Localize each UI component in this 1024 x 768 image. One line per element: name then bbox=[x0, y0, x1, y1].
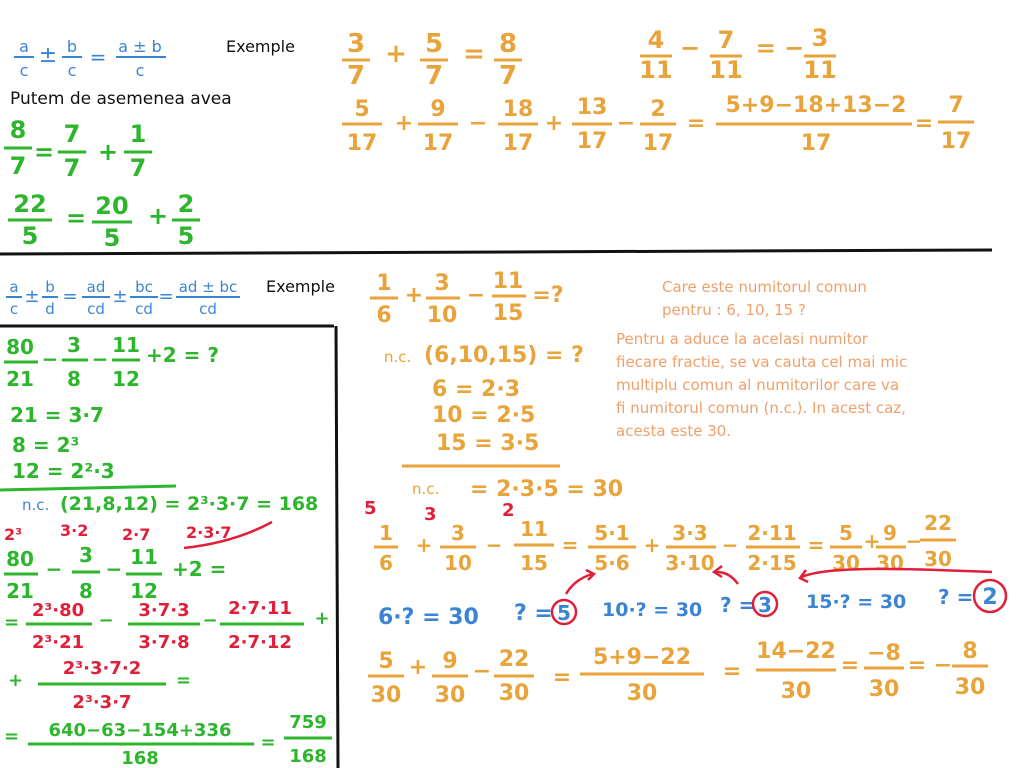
svg-text:+: + bbox=[643, 533, 661, 557]
svg-text:+2 = ?: +2 = ? bbox=[146, 343, 219, 367]
svg-text:21: 21 bbox=[6, 579, 34, 603]
svg-text:15 = 3·5: 15 = 3·5 bbox=[436, 431, 540, 456]
example-22-over-5 bbox=[8, 190, 200, 252]
svg-text:30: 30 bbox=[626, 681, 658, 706]
example-4-11-minus-7-11 bbox=[639, 24, 836, 84]
svg-text:3: 3 bbox=[811, 24, 829, 52]
svg-text:2³·80: 2³·80 bbox=[31, 600, 85, 621]
exemple-label-2: Exemple bbox=[266, 277, 335, 296]
svg-text:=: = bbox=[89, 45, 107, 69]
svg-text:759: 759 bbox=[289, 712, 327, 733]
svg-text:10·? = 30: 10·? = 30 bbox=[602, 599, 703, 621]
horizontal-divider bbox=[0, 250, 992, 254]
svg-text:=: = bbox=[158, 286, 174, 307]
svg-text:=: = bbox=[4, 612, 20, 633]
svg-text:22: 22 bbox=[13, 190, 47, 218]
svg-text:8: 8 bbox=[67, 367, 81, 391]
svg-text:3: 3 bbox=[67, 333, 81, 357]
svg-text:5: 5 bbox=[378, 649, 394, 674]
svg-text:2: 2 bbox=[982, 585, 998, 610]
svg-text:n.c.: n.c. bbox=[412, 480, 440, 498]
example-1-6-plus-3-10 bbox=[370, 269, 564, 328]
svg-text:1: 1 bbox=[379, 521, 393, 545]
svg-text:2: 2 bbox=[650, 97, 666, 122]
amplification-factors-left bbox=[4, 521, 272, 548]
svg-text:3·3: 3·3 bbox=[672, 521, 708, 545]
svg-text:=: = bbox=[463, 39, 485, 69]
svg-text:−: − bbox=[721, 533, 739, 557]
svg-text:30: 30 bbox=[876, 551, 904, 575]
svg-text:1: 1 bbox=[376, 271, 392, 296]
svg-text:3·2: 3·2 bbox=[60, 521, 89, 540]
svg-text:2·7: 2·7 bbox=[122, 525, 151, 544]
svg-text:c: c bbox=[9, 300, 19, 318]
problem-80-21 bbox=[4, 333, 219, 391]
svg-text:15: 15 bbox=[492, 301, 524, 326]
svg-text:? =: ? = bbox=[938, 585, 974, 609]
svg-text:a ± b: a ± b bbox=[118, 37, 162, 56]
working-amplified bbox=[374, 511, 956, 575]
svg-text:3: 3 bbox=[434, 271, 450, 296]
svg-text:Pentru a aduce la acelasi numi: Pentru a aduce la acelasi numitor bbox=[616, 330, 868, 348]
svg-text:2·11: 2·11 bbox=[747, 521, 797, 545]
svg-text:8: 8 bbox=[79, 579, 93, 603]
final-calculation bbox=[368, 639, 988, 708]
svg-text:−: − bbox=[98, 610, 114, 631]
svg-text:−: − bbox=[41, 347, 59, 371]
svg-text:−: − bbox=[466, 283, 486, 308]
svg-text:3: 3 bbox=[424, 504, 437, 525]
svg-text:ad: ad bbox=[86, 278, 106, 296]
svg-text:17: 17 bbox=[576, 129, 608, 154]
svg-text:a: a bbox=[19, 37, 29, 56]
svg-text:30: 30 bbox=[434, 683, 466, 708]
svg-text:±: ± bbox=[24, 286, 40, 307]
svg-text:(21,8,12) = 2³·3·7 = 168: (21,8,12) = 2³·3·7 = 168 bbox=[60, 493, 319, 515]
svg-text:3: 3 bbox=[758, 593, 772, 617]
svg-text:8: 8 bbox=[498, 29, 518, 59]
svg-text:c: c bbox=[67, 61, 77, 80]
svg-text:+: + bbox=[404, 283, 424, 308]
svg-text:2³·3·7: 2³·3·7 bbox=[72, 692, 132, 713]
svg-text:5: 5 bbox=[103, 224, 121, 252]
svg-text:15: 15 bbox=[520, 551, 548, 575]
svg-text:−: − bbox=[485, 533, 503, 557]
svg-text:2³·21: 2³·21 bbox=[31, 632, 85, 653]
svg-text:−8: −8 bbox=[867, 641, 901, 666]
svg-text:5: 5 bbox=[364, 498, 377, 519]
svg-text:168: 168 bbox=[289, 746, 327, 767]
svg-text:640−63−154+336: 640−63−154+336 bbox=[48, 720, 232, 741]
svg-text:−: − bbox=[202, 610, 218, 631]
svg-text:10: 10 bbox=[444, 551, 472, 575]
svg-text:=?: =? bbox=[532, 283, 564, 308]
svg-text:bc: bc bbox=[135, 278, 153, 296]
svg-text:17: 17 bbox=[800, 131, 832, 156]
svg-text:cd: cd bbox=[199, 300, 217, 318]
svg-text:13: 13 bbox=[576, 95, 608, 120]
amplified-step-2 bbox=[8, 658, 191, 713]
svg-text:7: 7 bbox=[424, 61, 444, 91]
svg-text:10 = 2·5: 10 = 2·5 bbox=[432, 403, 536, 428]
svg-text:11: 11 bbox=[492, 269, 524, 294]
svg-text:Care este numitorul comun: Care este numitorul comun bbox=[662, 278, 867, 296]
svg-text:22: 22 bbox=[924, 511, 952, 535]
svg-text:±: ± bbox=[112, 286, 128, 307]
svg-text:11: 11 bbox=[112, 333, 140, 357]
svg-text:±: ± bbox=[38, 43, 58, 68]
svg-text:11: 11 bbox=[520, 517, 548, 541]
svg-text:7: 7 bbox=[129, 154, 147, 182]
svg-text:7: 7 bbox=[9, 152, 27, 180]
svg-text:5·1: 5·1 bbox=[594, 521, 630, 545]
final-left bbox=[4, 712, 332, 768]
svg-text:−: − bbox=[679, 34, 701, 62]
svg-text:multiplu comun al numitorilor: multiplu comun al numitorilor care va bbox=[616, 376, 900, 394]
svg-text:30: 30 bbox=[370, 683, 402, 708]
svg-text:9: 9 bbox=[430, 97, 446, 122]
svg-text:3·10: 3·10 bbox=[665, 551, 715, 575]
svg-text:7: 7 bbox=[63, 154, 81, 182]
svg-text:=: = bbox=[260, 732, 276, 753]
svg-text:17: 17 bbox=[422, 131, 454, 156]
svg-text:=: = bbox=[4, 726, 20, 747]
svg-text:17: 17 bbox=[502, 131, 534, 156]
svg-text:80: 80 bbox=[6, 335, 34, 359]
svg-text:pentru : 6, 10, 15 ?: pentru : 6, 10, 15 ? bbox=[662, 301, 806, 319]
factorizations bbox=[0, 403, 176, 490]
svg-text:−: − bbox=[468, 111, 488, 136]
svg-text:1: 1 bbox=[129, 120, 147, 148]
left-box-right-border bbox=[336, 326, 338, 768]
svg-text:5: 5 bbox=[557, 601, 571, 625]
svg-text:10: 10 bbox=[426, 303, 458, 328]
svg-text:d: d bbox=[45, 300, 55, 318]
svg-text:+: + bbox=[408, 655, 428, 680]
svg-text:= 2·3·5 = 30: = 2·3·5 = 30 bbox=[470, 477, 624, 502]
svg-text:a: a bbox=[9, 278, 19, 296]
svg-text:5: 5 bbox=[177, 222, 195, 250]
rule-different-denominator bbox=[6, 278, 240, 318]
svg-text:80: 80 bbox=[6, 547, 34, 571]
svg-text:=: = bbox=[686, 111, 706, 136]
svg-text:+2 =: +2 = bbox=[172, 557, 227, 581]
svg-text:3: 3 bbox=[451, 521, 465, 545]
svg-text:5: 5 bbox=[21, 222, 39, 250]
svg-text:7: 7 bbox=[498, 61, 518, 91]
example-3-7-plus-5-7 bbox=[342, 29, 522, 91]
svg-text:30: 30 bbox=[832, 551, 860, 575]
svg-text:7: 7 bbox=[948, 93, 964, 118]
svg-text:22: 22 bbox=[498, 647, 530, 672]
svg-text:=: = bbox=[65, 204, 87, 232]
svg-text:+: + bbox=[147, 202, 169, 230]
svg-text:2³·3·7·2: 2³·3·7·2 bbox=[62, 658, 142, 679]
svg-text:−: − bbox=[91, 347, 109, 371]
svg-text:12: 12 bbox=[112, 367, 140, 391]
svg-text:17: 17 bbox=[642, 131, 674, 156]
amplified-step bbox=[4, 598, 330, 653]
svg-text:2: 2 bbox=[177, 190, 195, 218]
svg-text:+: + bbox=[415, 533, 433, 557]
svg-text:5: 5 bbox=[424, 29, 444, 59]
svg-text:= −: = − bbox=[907, 653, 953, 678]
svg-text:5: 5 bbox=[354, 97, 370, 122]
svg-text:=: = bbox=[840, 653, 860, 678]
svg-text:n.c.: n.c. bbox=[384, 348, 412, 366]
svg-text:c: c bbox=[135, 61, 145, 80]
svg-text:=: = bbox=[722, 659, 742, 684]
svg-text:9: 9 bbox=[883, 521, 897, 545]
svg-text:2·7·11: 2·7·11 bbox=[228, 598, 292, 619]
svg-text:+: + bbox=[544, 111, 564, 136]
svg-text:30: 30 bbox=[924, 547, 952, 571]
svg-text:? =: ? = bbox=[514, 601, 553, 626]
svg-text:8 = 2³: 8 = 2³ bbox=[12, 433, 80, 457]
svg-text:15·? = 30: 15·? = 30 bbox=[806, 591, 907, 613]
svg-text:6: 6 bbox=[379, 551, 393, 575]
multiplier-questions bbox=[378, 580, 1006, 630]
svg-text:−: − bbox=[105, 557, 123, 581]
svg-text:=: = bbox=[807, 533, 825, 557]
svg-text:+: + bbox=[863, 529, 881, 553]
example-8-over-7 bbox=[4, 116, 152, 182]
svg-text:cd: cd bbox=[135, 300, 153, 318]
svg-text:(6,10,15) = ?: (6,10,15) = ? bbox=[424, 343, 584, 368]
svg-text:3: 3 bbox=[346, 29, 366, 59]
svg-text:=: = bbox=[62, 286, 78, 307]
lcm-21-8-12 bbox=[22, 493, 318, 515]
svg-text:ad ± bc: ad ± bc bbox=[178, 278, 238, 296]
svg-text:cd: cd bbox=[87, 300, 105, 318]
svg-text:n.c.: n.c. bbox=[22, 496, 50, 514]
lcm-6-10-15 bbox=[384, 343, 623, 502]
svg-text:12: 12 bbox=[130, 579, 158, 603]
svg-text:30: 30 bbox=[954, 675, 986, 700]
svg-text:6 = 2·3: 6 = 2·3 bbox=[432, 377, 521, 402]
svg-text:=: = bbox=[914, 111, 934, 136]
svg-text:fi numitorul comun (n.c.). In: fi numitorul comun (n.c.). In acest caz, bbox=[616, 399, 906, 417]
svg-text:3·7·3: 3·7·3 bbox=[138, 600, 190, 621]
svg-text:−: − bbox=[616, 111, 636, 136]
svg-text:+: + bbox=[8, 670, 24, 691]
svg-text:8: 8 bbox=[962, 639, 978, 664]
svg-text:30: 30 bbox=[780, 679, 812, 704]
svg-text:acesta este 30.: acesta este 30. bbox=[616, 422, 732, 440]
svg-text:2³: 2³ bbox=[4, 525, 23, 544]
svg-text:=: = bbox=[552, 665, 572, 690]
svg-text:? =: ? = bbox=[720, 593, 756, 617]
svg-text:−: − bbox=[472, 659, 492, 684]
svg-text:5: 5 bbox=[839, 521, 853, 545]
example-sum-over-17 bbox=[342, 93, 974, 156]
svg-text:9: 9 bbox=[442, 649, 458, 674]
svg-text:+: + bbox=[394, 111, 414, 136]
svg-text:18: 18 bbox=[502, 97, 534, 122]
svg-text:2·7·12: 2·7·12 bbox=[228, 632, 292, 653]
svg-text:=: = bbox=[561, 533, 579, 557]
svg-text:4: 4 bbox=[647, 26, 665, 54]
svg-text:= −: = − bbox=[755, 34, 805, 62]
svg-text:14−22: 14−22 bbox=[756, 639, 836, 664]
question-common-denominator bbox=[662, 278, 867, 319]
svg-text:+: + bbox=[314, 608, 330, 629]
svg-text:+: + bbox=[97, 138, 119, 166]
svg-text:6: 6 bbox=[376, 303, 392, 328]
svg-text:−: − bbox=[905, 529, 923, 553]
svg-text:5+9−22: 5+9−22 bbox=[592, 645, 692, 670]
svg-text:8: 8 bbox=[9, 116, 27, 144]
svg-text:17: 17 bbox=[346, 131, 378, 156]
svg-text:12 = 2²·3: 12 = 2²·3 bbox=[12, 459, 115, 483]
svg-text:21 = 3·7: 21 = 3·7 bbox=[10, 403, 104, 427]
svg-text:5·6: 5·6 bbox=[594, 551, 630, 575]
svg-text:11: 11 bbox=[709, 56, 743, 84]
svg-text:b: b bbox=[66, 37, 78, 56]
svg-text:=: = bbox=[176, 670, 192, 691]
svg-text:=: = bbox=[33, 138, 55, 166]
svg-text:11: 11 bbox=[130, 545, 158, 569]
svg-text:3: 3 bbox=[79, 543, 93, 567]
svg-text:−: − bbox=[45, 557, 63, 581]
putem-text: Putem de asemenea avea bbox=[10, 89, 232, 109]
svg-text:20: 20 bbox=[95, 192, 129, 220]
svg-text:2·15: 2·15 bbox=[747, 551, 797, 575]
svg-text:5+9−18+13−2: 5+9−18+13−2 bbox=[725, 93, 907, 118]
svg-text:11: 11 bbox=[803, 56, 837, 84]
svg-text:30: 30 bbox=[498, 681, 530, 706]
svg-text:21: 21 bbox=[6, 367, 34, 391]
svg-text:7: 7 bbox=[717, 26, 735, 54]
svg-text:+: + bbox=[385, 39, 407, 69]
svg-text:6·? = 30: 6·? = 30 bbox=[378, 605, 479, 630]
svg-text:17: 17 bbox=[940, 129, 972, 154]
svg-text:c: c bbox=[19, 61, 29, 80]
svg-text:7: 7 bbox=[346, 61, 366, 91]
problem-line-2 bbox=[4, 543, 226, 603]
svg-text:2·3·7: 2·3·7 bbox=[186, 523, 232, 542]
svg-text:3·7·8: 3·7·8 bbox=[138, 632, 190, 653]
svg-text:b: b bbox=[45, 278, 55, 296]
svg-text:fiecare fractie, se va cauta c: fiecare fractie, se va cauta cel mai mic bbox=[616, 353, 908, 371]
svg-text:168: 168 bbox=[121, 748, 159, 768]
svg-text:7: 7 bbox=[63, 120, 81, 148]
rule-same-denominator bbox=[14, 37, 166, 80]
exemple-label-1: Exemple bbox=[226, 37, 295, 56]
svg-text:11: 11 bbox=[639, 56, 673, 84]
svg-text:2: 2 bbox=[502, 500, 515, 521]
svg-text:30: 30 bbox=[868, 677, 900, 702]
explanation-text bbox=[616, 330, 907, 440]
